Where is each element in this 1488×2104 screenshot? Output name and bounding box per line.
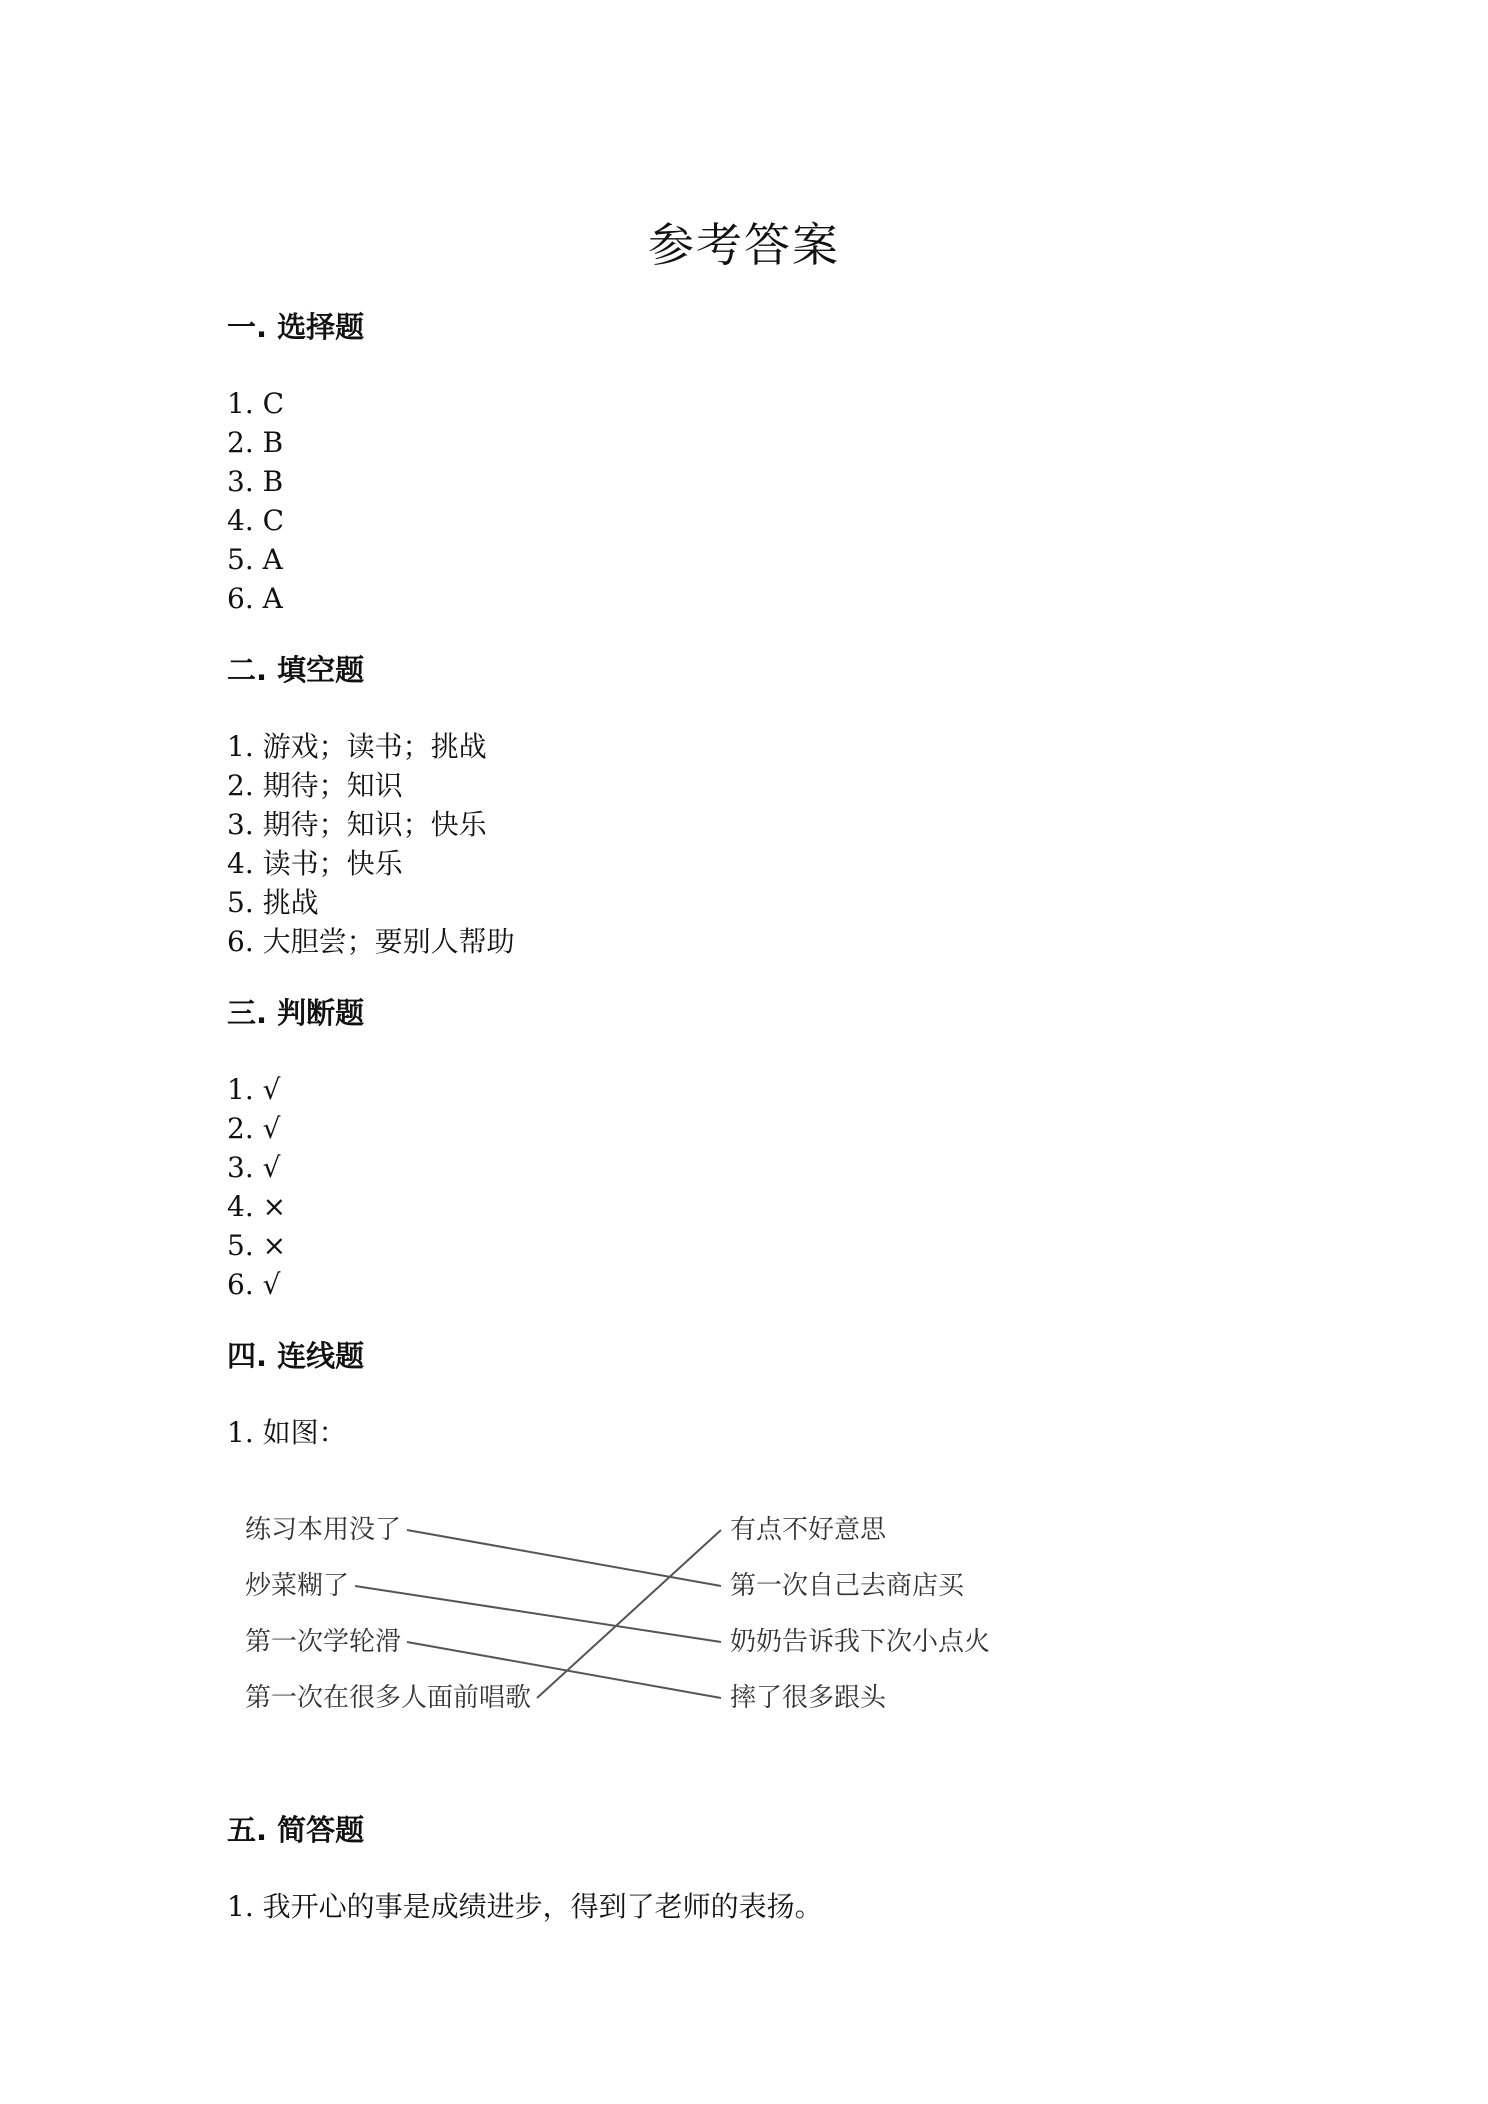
matching-right-label: 摔了很多跟头 — [730, 1683, 887, 1713]
fill-blank-answer: 6. 大胆尝；要别人帮助 — [227, 925, 515, 958]
true-false-answer: 1. √ — [227, 1073, 281, 1106]
fill-blank-answer: 5. 挑战 — [227, 886, 319, 919]
true-false-answer: 6. √ — [227, 1268, 281, 1301]
choice-answer: 5. A — [227, 543, 283, 576]
section-heading-matching: 四. 连线题 — [227, 1339, 365, 1373]
short-answer: 1. 我开心的事是成绩进步，得到了老师的表扬。 — [227, 1890, 823, 1923]
matching-answer: 1. 如图： — [227, 1416, 347, 1449]
choice-answer: 4. C — [227, 504, 285, 537]
true-false-answer: 3. √ — [227, 1151, 281, 1184]
choice-answer: 3. B — [227, 465, 284, 498]
matching-connector-line — [407, 1530, 721, 1586]
true-false-answer: 2. √ — [227, 1112, 281, 1145]
matching-right-label: 第一次自己去商店买 — [730, 1571, 965, 1601]
matching-right-label: 有点不好意思 — [730, 1515, 887, 1545]
matching-left-label: 练习本用没了 — [245, 1515, 402, 1545]
page-title: 参考答案 — [648, 218, 840, 272]
fill-blank-answer: 3. 期待；知识；快乐 — [227, 808, 487, 841]
fill-blank-answer: 1. 游戏；读书；挑战 — [227, 730, 487, 763]
choice-answer: 1. C — [227, 387, 285, 420]
matching-left-label: 炒菜糊了 — [245, 1571, 350, 1601]
matching-figure — [227, 1510, 1027, 1740]
choice-answer: 2. B — [227, 426, 284, 459]
matching-connector-line — [537, 1530, 721, 1698]
fill-blank-answer: 2. 期待；知识 — [227, 769, 403, 802]
section-heading-short-answer: 五. 简答题 — [227, 1813, 365, 1847]
matching-left-label: 第一次学轮滑 — [245, 1627, 402, 1657]
section-heading-choice: 一. 选择题 — [227, 310, 365, 344]
true-false-answer: 5. × — [227, 1229, 287, 1262]
true-false-answer: 4. × — [227, 1190, 287, 1223]
section-heading-fill-blank: 二. 填空题 — [227, 653, 365, 687]
choice-answer: 6. A — [227, 582, 283, 615]
matching-left-label: 第一次在很多人面前唱歌 — [245, 1683, 532, 1713]
matching-right-label: 奶奶告诉我下次小点火 — [730, 1627, 991, 1657]
matching-connector-line — [355, 1586, 721, 1642]
section-heading-true-false: 三. 判断题 — [227, 996, 365, 1030]
fill-blank-answer: 4. 读书；快乐 — [227, 847, 403, 880]
